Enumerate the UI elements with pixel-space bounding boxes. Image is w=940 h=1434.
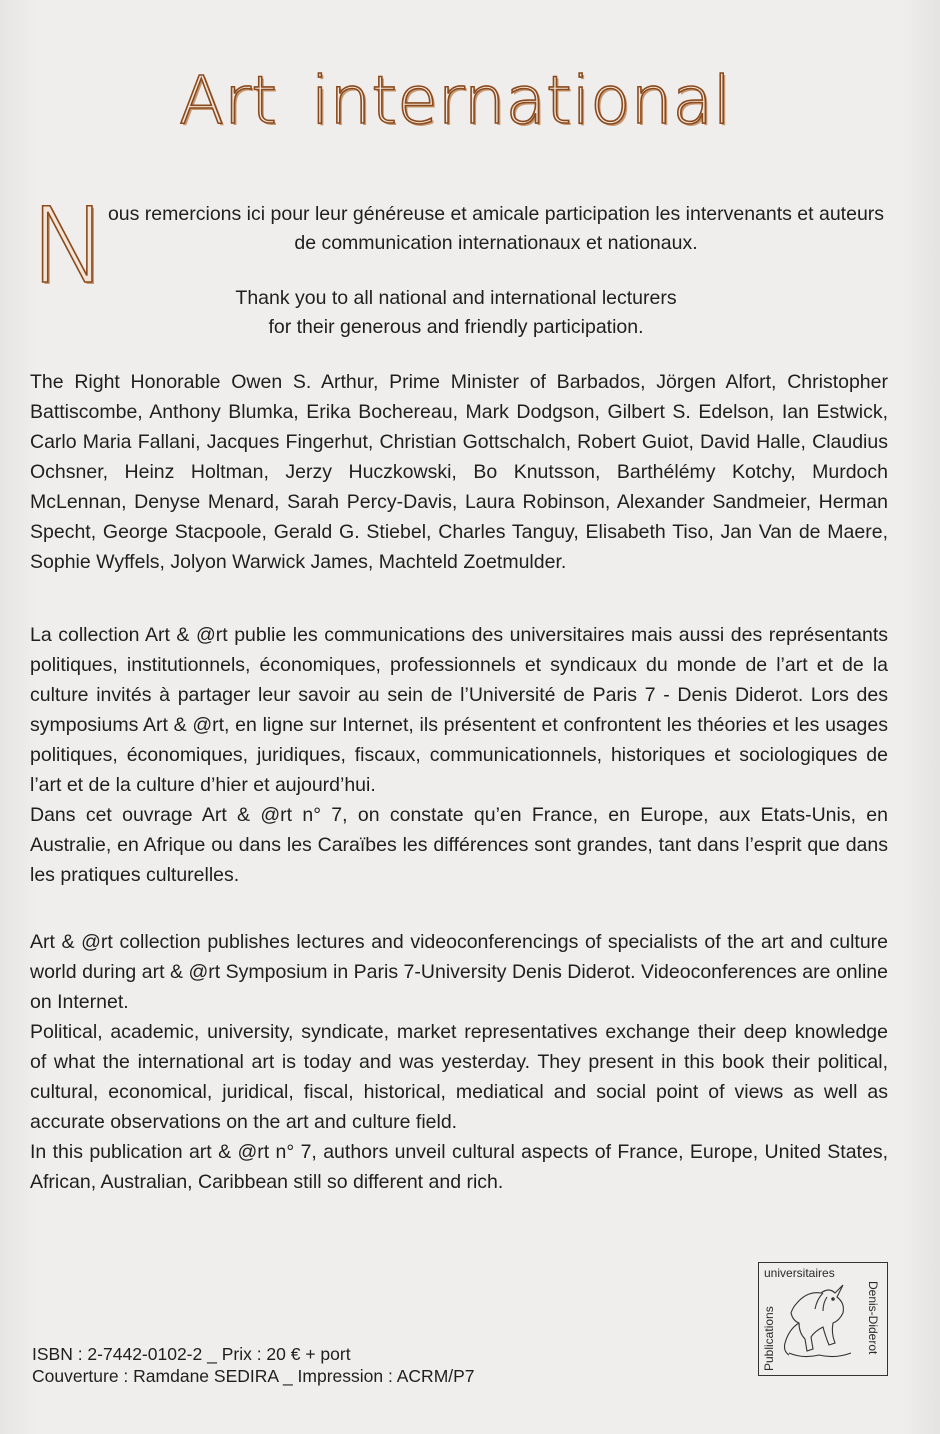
french-paragraph-2: Dans cet ouvrage Art & @rt n° 7, on constate qu’en France, en Europe, aux Etats-Unis, en Australie, en Afrique ou dans les Caraïbes les différences sont grandes, tant dans l’esprit que dans les pratiques culturelles. (30, 804, 888, 886)
title-word-international: international (311, 62, 732, 139)
publisher-logo (758, 1262, 888, 1376)
intro-french-text: ous remercions ici pour leur généreuse et amicale participation les intervenants et auteurs de communication internationaux et nationaux. (107, 203, 885, 254)
isbn-price-line: ISBN : 2-7442-0102-2 _ Prix : 20 € + port (32, 1344, 351, 1364)
drop-cap-letter: N (30, 185, 108, 307)
cover-print-credits: Couverture : Ramdane SEDIRA _ Impression : ACRM/P7 (32, 1366, 475, 1386)
page-title (0, 62, 910, 139)
svg-text:universitaires: universitaires (764, 1266, 835, 1280)
contributors-list: The Right Honorable Owen S. Arthur, Prime Minister of Barbados, Jörgen Alfort, Christopher Battiscombe, Anthony Blumka, Erika Bochereau, Mark Dodgson, Gilbert S. Edelson, Ian Estwick, Carlo Maria Fallani, Jacques Fingerhut, Christian Gottschalch, Robert Guiot, David Halle, Claudius Ochsner, Heinz Holtman, Jerzy Huczkowski, Bo Knutsson, Barthélémy Kotchy, Murdoch McLennan, Denyse Menard, Sarah Percy-Davis, Laura Robinson, Alexander Sandmeier, Herman Specht, George Stacpoole, Gerald G. Stiebel, Charles Tanguy, Elisabeth Tiso, Jan Van de Maere, Sophie Wyffels, Jolyon Warwick James, Machteld Zoetmulder. (30, 371, 888, 573)
intro-english-text (96, 284, 816, 342)
english-paragraph-1: Art & @rt collection publishes lectures and videoconferencings of specialists of the art and culture world during art & @rt Symposium in Paris 7-University Denis Diderot. Videoconferences are online on Internet. (30, 931, 888, 1013)
french-paragraph-1: La collection Art & @rt publie les communications des universitaires mais aussi des représentants politiques, institutionnels, économiques, professionnels et syndicaux du monde de l’art et de la culture invités à partager leur savoir au sein de l’Université de Paris 7 - Denis Diderot. Lors des symposiums Art & @rt, en ligne sur Internet, ils présentent et confrontent les théories et les usages politiques, économiques, juridiques, fiscaux, communicationnels, historiques et sociologiques de l’art et de la culture d’hier et aujourd’hui. (30, 624, 888, 796)
unicorn-icon (759, 1263, 886, 1374)
english-paragraph-2: Political, academic, university, syndicate, market representatives exchange their deep knowledge of what the international art is today and was yesterday. They present in this book their political, cultural, economical, juridical, fiscal, historical, mediatical and social point of views as well as accurate observations on the art and culture field. (30, 1021, 888, 1133)
intro-english-line-1: Thank you to all national and international lecturers (235, 287, 677, 309)
title-word-art: Art (178, 62, 278, 139)
french-description (30, 620, 888, 890)
svg-text:Denis-Diderot: Denis-Diderot (866, 1281, 880, 1355)
english-description (30, 927, 888, 1197)
svg-text:Publications: Publications (762, 1306, 776, 1371)
english-paragraph-3: In this publication art & @rt n° 7, authors unveil cultural aspects of France, Europe, United States, African, Australian, Caribbean still so different and rich. (30, 1141, 888, 1193)
publication-info (32, 1343, 475, 1387)
intro-english-line-2: for their generous and friendly participation. (268, 316, 644, 338)
contributors-paragraph (30, 367, 888, 577)
